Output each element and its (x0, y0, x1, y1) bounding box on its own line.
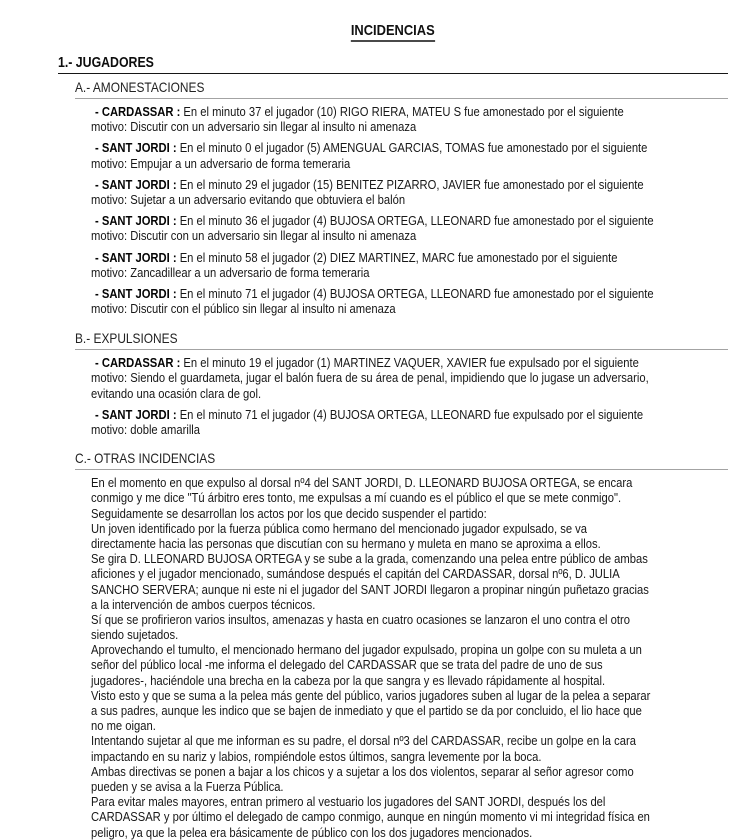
incident-item-line (91, 156, 736, 171)
incident-item (91, 104, 736, 134)
incident-item-line (91, 119, 736, 134)
incident-item-line-text: motivo: Sujetar a un adversario evitando que obtuviera el balón (91, 191, 406, 207)
incident-item-line-text: - SANT JORDI : En el minuto 71 el jugador (4) BUJOSA ORTEGA, LLEONARD fue amonestado por el siguiente (95, 285, 654, 301)
section-jugadores-heading (58, 56, 728, 74)
document-title: INCIDENCIAS (351, 22, 435, 42)
incident-item-line (91, 355, 736, 370)
subsection-expulsiones-heading-text: B.- EXPULSIONES (75, 330, 178, 347)
otras-incidencias-text (91, 475, 736, 840)
incident-item-line (91, 228, 736, 243)
narrative-line (91, 825, 736, 840)
narrative-line (91, 627, 736, 642)
incident-item-line (91, 370, 736, 385)
team-name: - SANT JORDI : (95, 213, 177, 229)
narrative-line-text: conmigo y me dice "Tú árbitro eres tonto, me expulsas a mí cuando es el público el que se mete conmigo". (91, 490, 622, 506)
narrative-line-text: Visto esto y que se suma a la pelea más gente del público, varios jugadores suben al lugar de la pelea a separar (91, 687, 651, 703)
narrative-line (91, 749, 736, 764)
narrative-line-text: Para evitar males mayores, entran primero al vestuario los jugadores del SANT JORDI, después los del (91, 794, 606, 810)
incident-item (91, 250, 736, 280)
incident-item-line-text: - SANT JORDI : En el minuto 36 el jugador (4) BUJOSA ORTEGA, LLEONARD fue amonestado por el siguiente (95, 213, 654, 229)
narrative-line-text: Seguidamente se desarrollan los actos por los que decido suspender el partido: (91, 505, 487, 521)
incident-item-line-text: - SANT JORDI : En el minuto 29 el jugador (15) BENITEZ PIZARRO, JAVIER fue amonestado por el siguiente (95, 176, 644, 192)
incident-item-line-text: motivo: doble amarilla (91, 422, 201, 437)
narrative-line-text: CARDASSAR y por último el delegado de campo conmigo, aunque en ningún momento vi mi integridad física en (91, 809, 650, 825)
incident-item-line-text: - CARDASSAR : En el minuto 37 el jugador (10) RIGO RIERA, MATEU S fue amonestado por el siguiente (95, 104, 624, 119)
incident-item-line-text: - SANT JORDI : En el minuto 58 el jugador (2) DIEZ MARTINEZ, MARC fue amonestado por el siguiente (95, 249, 618, 265)
incident-item-line (91, 422, 736, 437)
narrative-line (91, 490, 736, 505)
incident-item-line (91, 386, 736, 401)
narrative-line (91, 794, 736, 809)
team-name: - SANT JORDI : (95, 140, 177, 156)
narrative-line (91, 703, 736, 718)
subsection-amonestaciones-heading-text: A.- AMONESTACIONES (75, 79, 205, 95)
narrative-line (91, 657, 736, 672)
incident-item-line (91, 213, 736, 228)
narrative-line-text: aficiones y el jugador mencionado, sumándose después el capitán del CARDASSAR, dorsal nº6, D. JULIA (91, 566, 620, 582)
narrative-line-text: directamente hacia las personas que discutían con su hermano y muleta en mano se aproxima a ellos. (91, 535, 601, 551)
incident-item-line (91, 265, 736, 280)
team-name: - CARDASSAR : (95, 104, 181, 119)
incident-item-line-text: motivo: Empujar a un adversario de forma temeraria (91, 155, 351, 171)
amonestaciones-list (91, 104, 736, 316)
narrative-line (91, 612, 736, 627)
narrative-line-text: impactando en su nariz y labios, rompiéndole estos últimos, sangra levemente por la boca. (91, 748, 542, 764)
narrative-line (91, 718, 736, 733)
narrative-line-text: SANCHO SERVERA; aunque ni este ni el jugador del SANT JORDI llegaron a propinar ningún puñetazo gracias (91, 581, 649, 597)
incident-item-line-text: motivo: Discutir con el público sin llegar al insulto ni amenaza (91, 301, 396, 317)
incident-item-line (91, 104, 736, 119)
narrative-line (91, 566, 736, 581)
subsection-expulsiones-heading (75, 331, 728, 350)
incident-item-line (91, 250, 736, 265)
incident-item (91, 407, 736, 437)
narrative-line (91, 764, 736, 779)
narrative-line-text: En el momento en que expulso al dorsal nº4 del SANT JORDI, D. LLEONARD BUJOSA ORTEGA, se encara (91, 475, 633, 491)
team-name: - SANT JORDI : (95, 176, 177, 192)
incident-item-line (91, 301, 736, 316)
expulsiones-list (91, 355, 736, 437)
incident-item (91, 355, 736, 401)
narrative-line (91, 506, 736, 521)
document-title-row (58, 22, 728, 40)
narrative-line-text: pueden y se avisa a la Fuerza Pública. (91, 778, 284, 794)
narrative-line-text: peligro, ya que la pelea era básicamente de público con los dos jugadores mencionados. (91, 824, 533, 840)
narrative-line (91, 521, 736, 536)
narrative-line (91, 536, 736, 551)
incident-item (91, 213, 736, 243)
incident-item-line (91, 407, 736, 422)
narrative-line (91, 733, 736, 748)
narrative-line (91, 779, 736, 794)
narrative-line-text: Sí que se profirieron varios insultos, amenazas y hasta en cuatro ocasiones se lanzaron el uno contra el otro (91, 611, 630, 627)
team-name: - SANT JORDI : (95, 249, 177, 265)
narrative-line-text: señor del público local -me informa el delegado del CARDASSAR que se trata del padre de uno de sus (91, 657, 603, 673)
incident-item-line-text: - CARDASSAR : En el minuto 19 el jugador (1) MARTINEZ VAQUER, XAVIER fue expulsado por el siguiente (95, 355, 639, 371)
narrative-line-text: jugadores-, haciéndole una brecha en la cabeza por la que sangra y es llevado rápidamente al hospital. (91, 672, 606, 688)
subsection-otras-incidencias-heading-text: C.- OTRAS INCIDENCIAS (75, 450, 216, 467)
incident-item (91, 177, 736, 207)
subsection-otras-incidencias-heading (75, 451, 728, 470)
narrative-line-text: a la intervención de ambos cuerpos técnicos. (91, 596, 316, 612)
narrative-line-text: Intentando sujetar al que me informan es su padre, el dorsal nº3 del CARDASSAR, recibe un golpe en la cara (91, 733, 636, 749)
narrative-line-text: Ambas directivas se ponen a bajar a los chicos y a sujetar a los dos violentos, separar al señor agresor como (91, 763, 634, 779)
incident-item-line-text: evitando una ocasión clara de gol. (91, 385, 262, 401)
narrative-line-text: Un joven identificado por la fuerza pública como hermano del mencionado jugador expulsado, se va (91, 520, 588, 536)
narrative-line-text: Se gira D. LLEONARD BUJOSA ORTEGA y se sube a la grada, comenzando una pelea entre público de ambas (91, 551, 648, 567)
incident-item-line-text: motivo: Siendo el guardameta, jugar el balón fuera de su área de penal, impidiendo que lo jugase un adversario, (91, 370, 649, 386)
narrative-line (91, 582, 736, 597)
incident-item (91, 286, 736, 316)
subsection-amonestaciones-heading (75, 80, 728, 99)
incident-item-line-text: - SANT JORDI : En el minuto 0 el jugador (5) AMENGUAL GARCIAS, TOMAS fue amonestado por el siguiente (95, 140, 648, 156)
narrative-line-text: Aprovechando el tumulto, el mencionado hermano del jugador expulsado, propina un golpe con su muleta a un (91, 642, 642, 658)
narrative-line-text: a sus padres, aunque les indico que se bajen de inmediato y que el partido se da por concluido, el lio hace que (91, 703, 642, 718)
incident-item-line (91, 286, 736, 301)
narrative-line (91, 551, 736, 566)
incident-item-line-text: motivo: Zancadillear a un adversario de forma temeraria (91, 264, 370, 280)
incident-item-line-text: motivo: Discutir con un adversario sin llegar al insulto ni amenaza (91, 119, 417, 135)
team-name: - SANT JORDI : (95, 285, 177, 301)
incident-item-line (91, 140, 736, 155)
narrative-line (91, 673, 736, 688)
narrative-line (91, 688, 736, 703)
incident-item-line (91, 177, 736, 192)
team-name: - CARDASSAR : (95, 355, 181, 371)
team-name: - SANT JORDI : (95, 406, 177, 422)
incident-item-line-text: motivo: Discutir con un adversario sin llegar al insulto ni amenaza (91, 228, 417, 244)
incident-item-line-text: - SANT JORDI : En el minuto 71 el jugador (4) BUJOSA ORTEGA, LLEONARD fue expulsado por el siguiente (95, 406, 644, 422)
narrative-line-text: no me oigan. (91, 718, 156, 734)
incident-item (91, 140, 736, 170)
narrative-line (91, 809, 736, 824)
narrative-line (91, 475, 736, 490)
section-jugadores-heading-text: 1.- JUGADORES (58, 55, 154, 71)
incident-item-line (91, 192, 736, 207)
narrative-line (91, 642, 736, 657)
narrative-line-text: siendo sujetados. (91, 627, 179, 643)
narrative-line (91, 597, 736, 612)
